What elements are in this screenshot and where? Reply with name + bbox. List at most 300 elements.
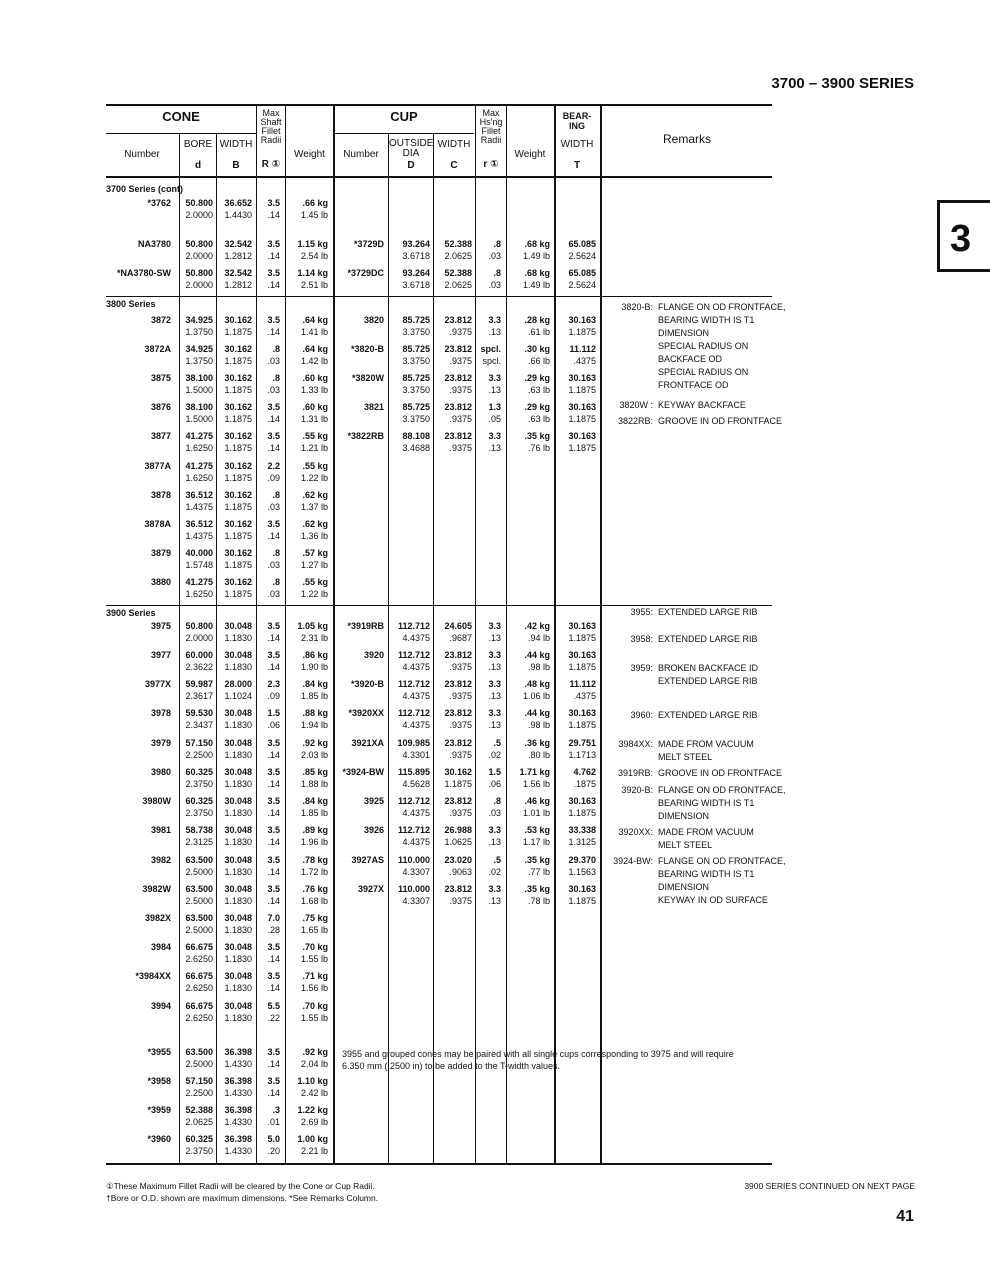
cone-width-value-imperial: 1.4330: [224, 1059, 252, 1069]
cone-width-value-imperial: 1.1830: [224, 633, 252, 643]
cone-weight-value-metric: .85 kg: [302, 767, 328, 777]
cup-width-value-imperial: .9063: [449, 867, 472, 877]
outside-dia-value-imperial: 4.3307: [402, 867, 430, 877]
cup-width-value-metric: 23.812: [444, 402, 472, 412]
remark-line: MADE FROM VACUUM: [658, 739, 754, 749]
cone-width-value-metric: 32.542: [224, 239, 252, 249]
bore-value-metric: 50.800: [185, 239, 213, 249]
bearing-width-value-imperial: 1.1875: [568, 662, 596, 672]
cone-width-value-imperial: 1.2812: [224, 280, 252, 290]
cone-weight-value-metric: 1.05 kg: [297, 621, 328, 631]
shaft-fillet-value-metric: 3.5: [267, 621, 280, 631]
bearing-width-value-metric: 29.751: [568, 738, 596, 748]
cup-weight-value-metric: .46 kg: [524, 796, 550, 806]
cup-weight-value-imperial: .94 lb: [527, 633, 550, 643]
bearing-header: BEAR- ING: [562, 111, 592, 131]
bore-value-metric: 36.512: [185, 490, 213, 500]
hsng-fillet-value-metric: .5: [493, 855, 501, 865]
bore-value-imperial: 1.5748: [185, 560, 213, 570]
cup-weight-value-metric: .48 kg: [524, 679, 550, 689]
cone-number: NA3780: [137, 239, 171, 249]
cone-number: *3958: [147, 1076, 171, 1086]
hsng-fillet-value-metric: 3.3: [488, 431, 501, 441]
bearing-width-value-metric: 30.163: [568, 884, 596, 894]
cone-weight-value-imperial: 1.27 lb: [300, 560, 328, 570]
cone-width-value-metric: 30.162: [224, 344, 252, 354]
cup-number: *3920-B: [350, 679, 384, 689]
shaft-fillet-value-imperial: .09: [267, 473, 280, 483]
cone-weight-value-imperial: 2.51 lb: [300, 280, 328, 290]
cup-width-value-metric: 30.162: [444, 767, 472, 777]
bore-value-imperial: 1.4375: [185, 531, 213, 541]
hsng-fillet-value-metric: 1.3: [488, 402, 501, 412]
remark-key: 3822RB:: [617, 416, 653, 426]
cup-number: *3919RB: [347, 621, 384, 631]
remark-key: 3984XX:: [618, 739, 653, 749]
cone-width-value-imperial: 1.1024: [224, 691, 252, 701]
pairing-note: 3955 and grouped cones may be paired with all single cups corresponding to 3975 and will require 6.350 mm (.2500 in) to be added to the T-width values.: [342, 1049, 734, 1071]
hsng-fillet-value-imperial: .05: [488, 414, 501, 424]
bearing-width-value-metric: 30.163: [568, 315, 596, 325]
bearing-width-value-imperial: 2.5624: [568, 280, 596, 290]
cup-width-value-imperial: .9375: [449, 808, 472, 818]
cone-width-value-imperial: 1.4330: [224, 1146, 252, 1156]
shaft-fillet-value-imperial: .14: [267, 633, 280, 643]
shaft-fillet-header: Max Shaft Fillet Radii: [260, 108, 282, 145]
cone-width-value-metric: 30.162: [224, 577, 252, 587]
remark-line: BEARING WIDTH IS T1: [658, 798, 755, 808]
shaft-fillet-value-metric: .8: [272, 548, 280, 558]
bearing-width-value-imperial: 1.1875: [568, 385, 596, 395]
shaft-fillet-value-imperial: .14: [267, 750, 280, 760]
cone-number: 3877: [150, 431, 171, 441]
cup-weight-value-metric: .36 kg: [524, 738, 550, 748]
cup-weight-value-metric: 1.71 kg: [519, 767, 550, 777]
cup-number: 3921XA: [351, 738, 384, 748]
bearing-width-value-imperial: 1.3125: [568, 837, 596, 847]
shaft-fillet-value-imperial: .14: [267, 280, 280, 290]
cone-width-value-imperial: 1.2812: [224, 251, 252, 261]
cone-weight-value-imperial: 2.04 lb: [300, 1059, 328, 1069]
cone-weight-value-metric: 1.00 kg: [297, 1134, 328, 1144]
shaft-fillet-value-imperial: .14: [267, 896, 280, 906]
remark-key: 3919RB:: [617, 768, 653, 778]
cone-width-value-metric: 30.162: [224, 519, 252, 529]
cone-weight-value-imperial: 1.22 lb: [300, 589, 328, 599]
cone-number: 3879: [150, 548, 171, 558]
column-divider: [388, 134, 389, 1163]
cone-number: 3982: [150, 855, 171, 865]
cup-width-value-metric: 23.812: [444, 679, 472, 689]
bore-value-imperial: 1.3750: [185, 356, 213, 366]
hsng-fillet-value-imperial: spcl.: [482, 356, 501, 366]
cone-width-value-imperial: 1.1875: [224, 443, 252, 453]
cup-weight-value-imperial: .66 lb: [527, 356, 550, 366]
shaft-fillet-value-metric: 3.5: [267, 519, 280, 529]
cup-width-symbol: C: [450, 160, 458, 171]
hsng-fillet-value-metric: .8: [493, 268, 501, 278]
shaft-fillet-value-imperial: .14: [267, 867, 280, 877]
cone-number: *3955: [147, 1047, 171, 1057]
cup-weight-value-metric: .44 kg: [524, 708, 550, 718]
remark-line: DIMENSION: [658, 882, 710, 892]
cone-weight-value-imperial: 1.37 lb: [300, 502, 328, 512]
bore-value-imperial: 2.3617: [185, 691, 213, 701]
column-divider: [433, 134, 434, 1163]
hsng-fillet-value-imperial: .06: [488, 779, 501, 789]
remark-key: 3920XX:: [618, 827, 653, 837]
cup-weight-value-imperial: .63 lb: [527, 414, 550, 424]
cone-number: *3984XX: [135, 971, 171, 981]
shaft-fillet-value-metric: 3.5: [267, 767, 280, 777]
hsng-fillet-value-imperial: .02: [488, 867, 501, 877]
bore-value-metric: 60.325: [185, 796, 213, 806]
cone-header: CONE: [162, 109, 200, 124]
hsng-fillet-value-metric: .5: [493, 738, 501, 748]
cup-width-value-imperial: 1.0625: [444, 837, 472, 847]
shaft-fillet-value-metric: 5.5: [267, 1001, 280, 1011]
cone-width-value-metric: 30.048: [224, 650, 252, 660]
bore-value-imperial: 2.5000: [185, 925, 213, 935]
cone-weight-value-metric: .66 kg: [302, 198, 328, 208]
bore-value-metric: 50.800: [185, 198, 213, 208]
outside-dia-value-metric: 112.712: [397, 679, 430, 689]
cup-width-value-imperial: .9375: [449, 720, 472, 730]
outside-dia-value-imperial: 3.3750: [402, 414, 430, 424]
column-divider: [475, 105, 476, 1163]
bearing-width-symbol: T: [573, 160, 581, 171]
hsng-fillet-value-metric: 3.3: [488, 315, 501, 325]
cup-width-value-metric: 23.812: [444, 738, 472, 748]
remark-key: 3820W :: [619, 400, 653, 410]
bore-value-imperial: 2.3750: [185, 1146, 213, 1156]
bore-value-metric: 41.275: [185, 461, 213, 471]
cone-number: 3878: [150, 490, 171, 500]
hsng-fillet-value-imperial: .13: [488, 662, 501, 672]
section-title: 3900 Series: [106, 608, 156, 618]
cone-width-value-metric: 30.162: [224, 490, 252, 500]
cone-weight-value-metric: 1.10 kg: [297, 1076, 328, 1086]
bore-value-metric: 36.512: [185, 519, 213, 529]
cone-weight-value-metric: 1.15 kg: [297, 239, 328, 249]
hsng-fillet-value-metric: 3.3: [488, 373, 501, 383]
cone-weight-value-imperial: 1.96 lb: [300, 837, 328, 847]
shaft-fillet-value-metric: 5.0: [267, 1134, 280, 1144]
cone-weight-value-imperial: 1.22 lb: [300, 473, 328, 483]
cone-width-value-imperial: 1.1875: [224, 327, 252, 337]
cone-weight-value-metric: .75 kg: [302, 913, 328, 923]
hsng-fillet-value-metric: .8: [493, 796, 501, 806]
bore-value-metric: 34.925: [185, 315, 213, 325]
shaft-fillet-value-metric: 3.5: [267, 239, 280, 249]
shaft-fillet-value-metric: 3.5: [267, 855, 280, 865]
bore-value-imperial: 2.2500: [185, 750, 213, 760]
cone-width-value-imperial: 1.1875: [224, 531, 252, 541]
cone-weight-value-metric: .64 kg: [302, 344, 328, 354]
cup-weight-value-imperial: 1.01 lb: [522, 808, 550, 818]
continued-note: 3900 SERIES CONTINUED ON NEXT PAGE: [744, 1181, 915, 1191]
bore-header: BORE: [183, 139, 213, 150]
remark-key: 3955:: [630, 607, 653, 617]
remark-line: FRONTFACE OD: [658, 380, 729, 390]
hsng-fillet-value-imperial: .13: [488, 691, 501, 701]
outside-dia-value-metric: 85.725: [402, 402, 430, 412]
cup-weight-value-imperial: .78 lb: [527, 896, 550, 906]
bearing-width-value-imperial: .4375: [573, 356, 596, 366]
outside-dia-value-imperial: 4.4375: [402, 662, 430, 672]
cup-width-value-imperial: .9687: [449, 633, 472, 643]
cup-width-value-imperial: .9375: [449, 896, 472, 906]
shaft-fillet-value-metric: 1.5: [267, 708, 280, 718]
section-tab: 3: [937, 200, 990, 272]
cone-weight-value-metric: .71 kg: [302, 971, 328, 981]
cup-width-value-imperial: .9375: [449, 327, 472, 337]
outside-dia-value-imperial: 4.4375: [402, 808, 430, 818]
shaft-fillet-value-metric: 3.5: [267, 650, 280, 660]
column-divider: [256, 105, 257, 1163]
cone-width-value-metric: 30.048: [224, 825, 252, 835]
table-top-rule: [106, 104, 772, 106]
bearing-width-value-metric: 30.163: [568, 373, 596, 383]
outside-dia-value-imperial: 4.4375: [402, 837, 430, 847]
remark-line: DIMENSION: [658, 328, 710, 338]
cone-weight-value-imperial: 1.65 lb: [300, 925, 328, 935]
cup-weight-value-metric: .28 kg: [524, 315, 550, 325]
cone-width-value-metric: 30.048: [224, 738, 252, 748]
cone-number: 3980W: [142, 796, 171, 806]
shaft-fillet-value-metric: 3.5: [267, 431, 280, 441]
bore-value-metric: 57.150: [185, 1076, 213, 1086]
cup-width-value-imperial: 2.0625: [444, 251, 472, 261]
bearing-width-value-metric: 65.085: [568, 239, 596, 249]
bearing-width-value-metric: 65.085: [568, 268, 596, 278]
remark-line: KEYWAY IN OD SURFACE: [658, 895, 768, 905]
cone-number: 3980: [150, 767, 171, 777]
shaft-fillet-value-imperial: .14: [267, 808, 280, 818]
cup-weight-header: Weight: [514, 149, 546, 160]
outside-dia-value-metric: 93.264: [402, 268, 430, 278]
shaft-fillet-value-metric: 3.5: [267, 268, 280, 278]
bearing-width-value-imperial: .4375: [573, 691, 596, 701]
cone-weight-value-metric: .60 kg: [302, 373, 328, 383]
shaft-fillet-value-imperial: .14: [267, 1088, 280, 1098]
bore-value-metric: 38.100: [185, 373, 213, 383]
bore-value-imperial: 2.0000: [185, 210, 213, 220]
bore-symbol: d: [194, 160, 202, 171]
remark-line: SPECIAL RADIUS ON: [658, 367, 749, 377]
bore-value-imperial: 2.3750: [185, 779, 213, 789]
remark-key: 3924-BW:: [613, 856, 653, 866]
cup-width-value-imperial: .9375: [449, 385, 472, 395]
cone-width-value-metric: 30.162: [224, 402, 252, 412]
cone-number: *3959: [147, 1105, 171, 1115]
remark-line: MELT STEEL: [658, 752, 713, 762]
bore-value-imperial: 1.6250: [185, 443, 213, 453]
bearing-width-value-imperial: 1.1875: [568, 633, 596, 643]
column-divider: [333, 105, 335, 1163]
outside-dia-value-imperial: 4.4375: [402, 720, 430, 730]
cone-weight-value-metric: .88 kg: [302, 708, 328, 718]
cup-width-header: WIDTH: [437, 139, 471, 150]
cone-width-value-metric: 30.048: [224, 971, 252, 981]
cup-weight-value-metric: .35 kg: [524, 884, 550, 894]
outside-dia-value-metric: 85.725: [402, 344, 430, 354]
bore-value-metric: 63.500: [185, 913, 213, 923]
cone-weight-value-metric: .92 kg: [302, 1047, 328, 1057]
shaft-fillet-value-imperial: .14: [267, 837, 280, 847]
bore-value-metric: 52.388: [185, 1105, 213, 1115]
cup-weight-value-metric: .53 kg: [524, 825, 550, 835]
cup-weight-value-metric: .35 kg: [524, 855, 550, 865]
width-header: WIDTH: [219, 139, 253, 150]
hsng-fillet-value-imperial: .03: [488, 251, 501, 261]
cup-width-value-imperial: 2.0625: [444, 280, 472, 290]
shaft-fillet-value-imperial: .03: [267, 560, 280, 570]
cone-weight-value-imperial: 1.88 lb: [300, 779, 328, 789]
bore-value-metric: 34.925: [185, 344, 213, 354]
cone-number: 3872: [150, 315, 171, 325]
bearing-width-value-metric: 11.112: [569, 344, 596, 354]
cone-weight-value-metric: .62 kg: [302, 490, 328, 500]
cup-width-value-metric: 23.812: [444, 884, 472, 894]
cone-width-value-imperial: 1.1875: [224, 589, 252, 599]
cone-width-value-imperial: 1.1875: [224, 560, 252, 570]
bore-value-imperial: 2.6250: [185, 954, 213, 964]
bearing-width-value-metric: 30.163: [568, 402, 596, 412]
bore-value-imperial: 1.3750: [185, 327, 213, 337]
cup-number: 3920: [363, 650, 384, 660]
bore-value-metric: 59.987: [185, 679, 213, 689]
cup-width-value-imperial: .9375: [449, 750, 472, 760]
bore-value-imperial: 1.5000: [185, 414, 213, 424]
bore-value-imperial: 2.5000: [185, 867, 213, 877]
cone-number: 3877A: [144, 461, 171, 471]
bearing-width-value-imperial: .1875: [573, 779, 596, 789]
cone-width-value-metric: 30.048: [224, 855, 252, 865]
shaft-fillet-symbol: R ①: [261, 159, 281, 170]
shaft-fillet-value-imperial: .14: [267, 779, 280, 789]
cone-weight-value-imperial: 2.42 lb: [300, 1088, 328, 1098]
outside-dia-value-metric: 112.712: [397, 796, 430, 806]
footnote-bore: †Bore or O.D. shown are maximum dimensions. *See Remarks Column.: [106, 1193, 379, 1203]
cone-width-value-metric: 28.000: [224, 679, 252, 689]
shaft-fillet-value-metric: 3.5: [267, 402, 280, 412]
cone-width-value-metric: 30.162: [224, 431, 252, 441]
cone-width-value-imperial: 1.1830: [224, 779, 252, 789]
remark-key: 3960:: [630, 710, 653, 720]
cup-number: 3927X: [357, 884, 384, 894]
bore-value-metric: 60.325: [185, 767, 213, 777]
hsng-fillet-value-metric: 3.3: [488, 884, 501, 894]
cone-width-value-imperial: 1.1830: [224, 1013, 252, 1023]
outside-dia-value-imperial: 4.3307: [402, 896, 430, 906]
remark-line: BACKFACE OD: [658, 354, 723, 364]
bore-value-imperial: 1.4375: [185, 502, 213, 512]
shaft-fillet-value-metric: 3.5: [267, 942, 280, 952]
cone-weight-value-metric: .84 kg: [302, 796, 328, 806]
remark-key: 3959:: [630, 663, 653, 673]
cone-width-value-imperial: 1.1875: [224, 502, 252, 512]
cone-number: 3878A: [144, 519, 171, 529]
shaft-fillet-value-metric: 3.5: [267, 1076, 280, 1086]
outside-dia-value-metric: 110.000: [397, 855, 430, 865]
cone-weight-value-imperial: 1.90 lb: [300, 662, 328, 672]
section-title: 3800 Series: [106, 299, 156, 309]
shaft-fillet-value-metric: 7.0: [267, 913, 280, 923]
cone-number: *3960: [147, 1134, 171, 1144]
outside-dia-value-metric: 110.000: [397, 884, 430, 894]
shaft-fillet-value-imperial: .14: [267, 251, 280, 261]
bearing-width-value-imperial: 1.1875: [568, 720, 596, 730]
cone-number: 3981: [150, 825, 171, 835]
cone-width-value-metric: 36.398: [224, 1047, 252, 1057]
bore-value-metric: 63.500: [185, 855, 213, 865]
header-bottom-rule: [106, 176, 772, 178]
remark-line: GROOVE IN OD FRONTFACE: [658, 768, 783, 778]
cone-width-value-metric: 36.652: [224, 198, 252, 208]
shaft-fillet-value-metric: 3.5: [267, 971, 280, 981]
cone-width-value-metric: 30.048: [224, 621, 252, 631]
cone-width-value-metric: 36.398: [224, 1076, 252, 1086]
cup-weight-value-imperial: 1.56 lb: [522, 779, 550, 789]
cone-width-value-imperial: 1.1875: [224, 414, 252, 424]
hsng-fillet-value-metric: .8: [493, 239, 501, 249]
cone-weight-value-imperial: 1.42 lb: [300, 356, 328, 366]
remark-line: MELT STEEL: [658, 840, 713, 850]
cone-weight-value-metric: .55 kg: [302, 577, 328, 587]
outside-dia-value-metric: 112.712: [397, 825, 430, 835]
cone-number: 3975: [150, 621, 171, 631]
shaft-fillet-value-imperial: .14: [267, 531, 280, 541]
cone-weight-value-imperial: 1.21 lb: [300, 443, 328, 453]
cup-number: 3821: [363, 402, 384, 412]
hsng-fillet-value-imperial: .13: [488, 443, 501, 453]
cup-weight-value-imperial: 1.17 lb: [522, 837, 550, 847]
cup-number: 3926: [363, 825, 384, 835]
cone-width-value-imperial: 1.1875: [224, 385, 252, 395]
cup-width-value-metric: 26.988: [444, 825, 472, 835]
cup-number: 3925: [363, 796, 384, 806]
hsng-fillet-value-imperial: .13: [488, 896, 501, 906]
cup-number: *3820W: [351, 373, 384, 383]
outside-dia-value-imperial: 4.4375: [402, 691, 430, 701]
cup-weight-value-metric: .35 kg: [524, 431, 550, 441]
bearing-width-value-metric: 30.163: [568, 650, 596, 660]
bearing-width-value-metric: 4.762: [573, 767, 596, 777]
remark-line: DIMENSION: [658, 811, 710, 821]
cone-weight-value-metric: .89 kg: [302, 825, 328, 835]
cone-width-value-metric: 30.048: [224, 942, 252, 952]
cone-weight-value-imperial: 1.68 lb: [300, 896, 328, 906]
outside-dia-value-metric: 88.108: [402, 431, 430, 441]
bore-value-imperial: 2.3125: [185, 837, 213, 847]
section-title: 3700 Series (cont): [106, 184, 184, 194]
cone-width-value-imperial: 1.1830: [224, 808, 252, 818]
cone-width-value-imperial: 1.4330: [224, 1088, 252, 1098]
cup-weight-value-imperial: .63 lb: [527, 385, 550, 395]
cone-weight-value-imperial: 1.55 lb: [300, 954, 328, 964]
cone-weight-value-imperial: 2.21 lb: [300, 1146, 328, 1156]
cup-width-value-metric: 23.812: [444, 796, 472, 806]
remarks-header: Remarks: [662, 132, 711, 146]
shaft-fillet-value-imperial: .14: [267, 662, 280, 672]
cup-width-value-imperial: .9375: [449, 356, 472, 366]
remark-line: FLANGE ON OD FRONTFACE,: [658, 856, 786, 866]
cone-number: 3979: [150, 738, 171, 748]
cone-width-value-metric: 30.048: [224, 767, 252, 777]
hsng-fillet-value-imperial: .13: [488, 633, 501, 643]
bearing-width-value-metric: 29.370: [568, 855, 596, 865]
